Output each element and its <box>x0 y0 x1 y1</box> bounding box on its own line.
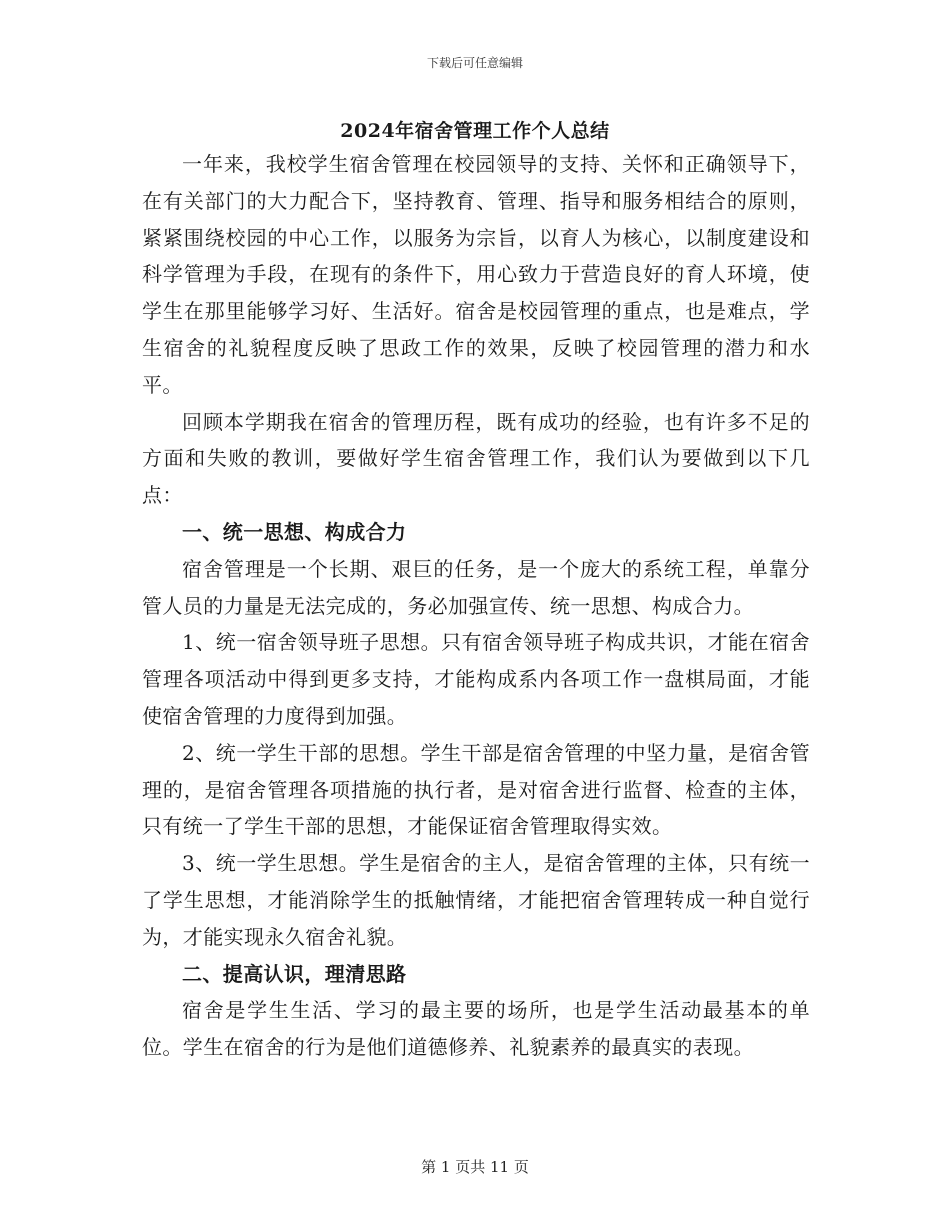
section-heading: 一、统一思想、构成合力 <box>182 519 407 544</box>
paragraph: 2、统一学生干部的思想。学生干部是宿舍管理的中坚力量，是宿舍管理的，是宿舍管理各项措施的执行者，是对宿舍进行监督、检查的主体，只有统一了学生干部的思想，才能保证宿舍管理取得实效。 <box>142 740 810 839</box>
header-note: 下载后可任意编辑 <box>426 56 523 70</box>
paragraph: 回顾本学期我在宿舍的管理历程，既有成功的经验，也有许多不足的方面和失败的教训，要做好学生宿舍管理工作，我们认为要做到以下几点： <box>142 409 810 508</box>
paragraph: 宿舍管理是一个长期、艰巨的任务，是一个庞大的系统工程，单靠分管人员的力量是无法完成的，务必加强宣传、统一思想、构成合力。 <box>142 556 810 618</box>
paragraph: 1、统一宿舍领导班子思想。只有宿舍领导班子构成共识，才能在宿舍管理各项活动中得到更多支持，才能构成系内各项工作一盘棋局面，才能使宿舍管理的力度得到加强。 <box>142 630 810 728</box>
paragraph: 宿舍是学生生活、学习的最主要的场所，也是学生活动最基本的单位。学生在宿舍的行为是他们道德修养、礼貌素养的最真实的表现。 <box>142 998 810 1060</box>
document-body <box>142 146 810 1066</box>
section-heading: 二、提高认识，理清思路 <box>182 961 407 986</box>
page-footer: 第 1 页共 11 页 <box>421 1158 529 1176</box>
document-title: 2024年宿舍管理工作个人总结 <box>340 120 610 142</box>
paragraph: 3、统一学生思想。学生是宿舍的主人，是宿舍管理的主体，只有统一了学生思想，才能消除学生的抵触情绪，才能把宿舍管理转成一种自觉行为，才能实现永久宿舍礼貌。 <box>142 851 810 949</box>
paragraph: 一年来，我校学生宿舍管理在校园领导的支持、关怀和正确领导下，在有关部门的大力配合下，坚持教育、管理、指导和服务相结合的原则，紧紧围绕校园的中心工作，以服务为宗旨，以育人为核心，以制度建设和科学管理为手段，在现有的条件下，用心致力于营造良好的育人环境，使学生在那里能够学习好、生活好。宿舍是校园管理的重点，也是难点，学生宿舍的礼貌程度反映了思政工作的效果，反映了校园管理的潜力和水平。 <box>142 152 810 397</box>
